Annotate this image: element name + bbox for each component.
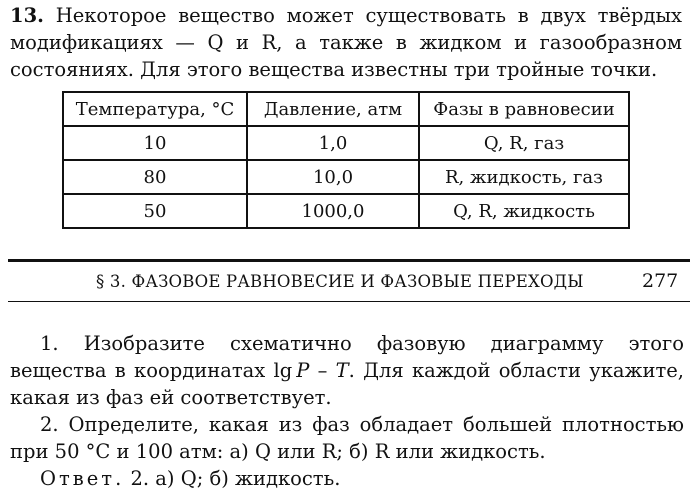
header-pressure: Давление, атм (247, 92, 419, 126)
header-rule (8, 301, 690, 302)
running-head: § 3. ФАЗОВОЕ РАВНОВЕСИЕ И ФАЗОВЫЕ ПЕРЕХОДЫ (96, 272, 584, 291)
triple-points-table (62, 91, 630, 229)
page-break-rule (8, 259, 690, 262)
cell-temperature: 50 (63, 194, 247, 228)
answer-line (10, 465, 684, 492)
question-2: 2. Определите, какая из фаз обладает большей плотностью при 50 °C и 100 атм: а) Q или R; б) R или жидкость. (10, 413, 684, 463)
cell-temperature: 80 (63, 160, 247, 194)
cell-temperature: 10 (63, 126, 247, 160)
problem-text: Некоторое вещество может существовать в двух твёрдых модификациях — Q и R, а также в жидком и газообразном состояниях. Для этого вещества известны три тройные точки. (10, 4, 682, 81)
header-phases: Фазы в равновесии (419, 92, 629, 126)
table-header-row (63, 92, 629, 126)
problem-statement (10, 2, 682, 83)
table-row (63, 160, 629, 194)
cell-phases: Q, R, жидкость (419, 194, 629, 228)
cell-phases: R, жидкость, газ (419, 160, 629, 194)
cell-pressure: 1,0 (247, 126, 419, 160)
cell-pressure: 1000,0 (247, 194, 419, 228)
question-1: 1. Изобразите схематично фазовую диаграмму этого вещества в координатах lg P – T. Для каждой области укажите, какая из фаз ей соответствует. (10, 332, 684, 409)
header-temperature: Температура, °C (63, 92, 247, 126)
table-row (63, 126, 629, 160)
questions-block (10, 330, 684, 492)
table-row (63, 194, 629, 228)
cell-phases: Q, R, газ (419, 126, 629, 160)
answer-text: 2. а) Q; б) жидкость. (124, 467, 341, 490)
problem-number: 13. (10, 4, 44, 27)
page-number: 277 (642, 270, 679, 292)
answer-label: Ответ. (40, 467, 125, 490)
cell-pressure: 10,0 (247, 160, 419, 194)
